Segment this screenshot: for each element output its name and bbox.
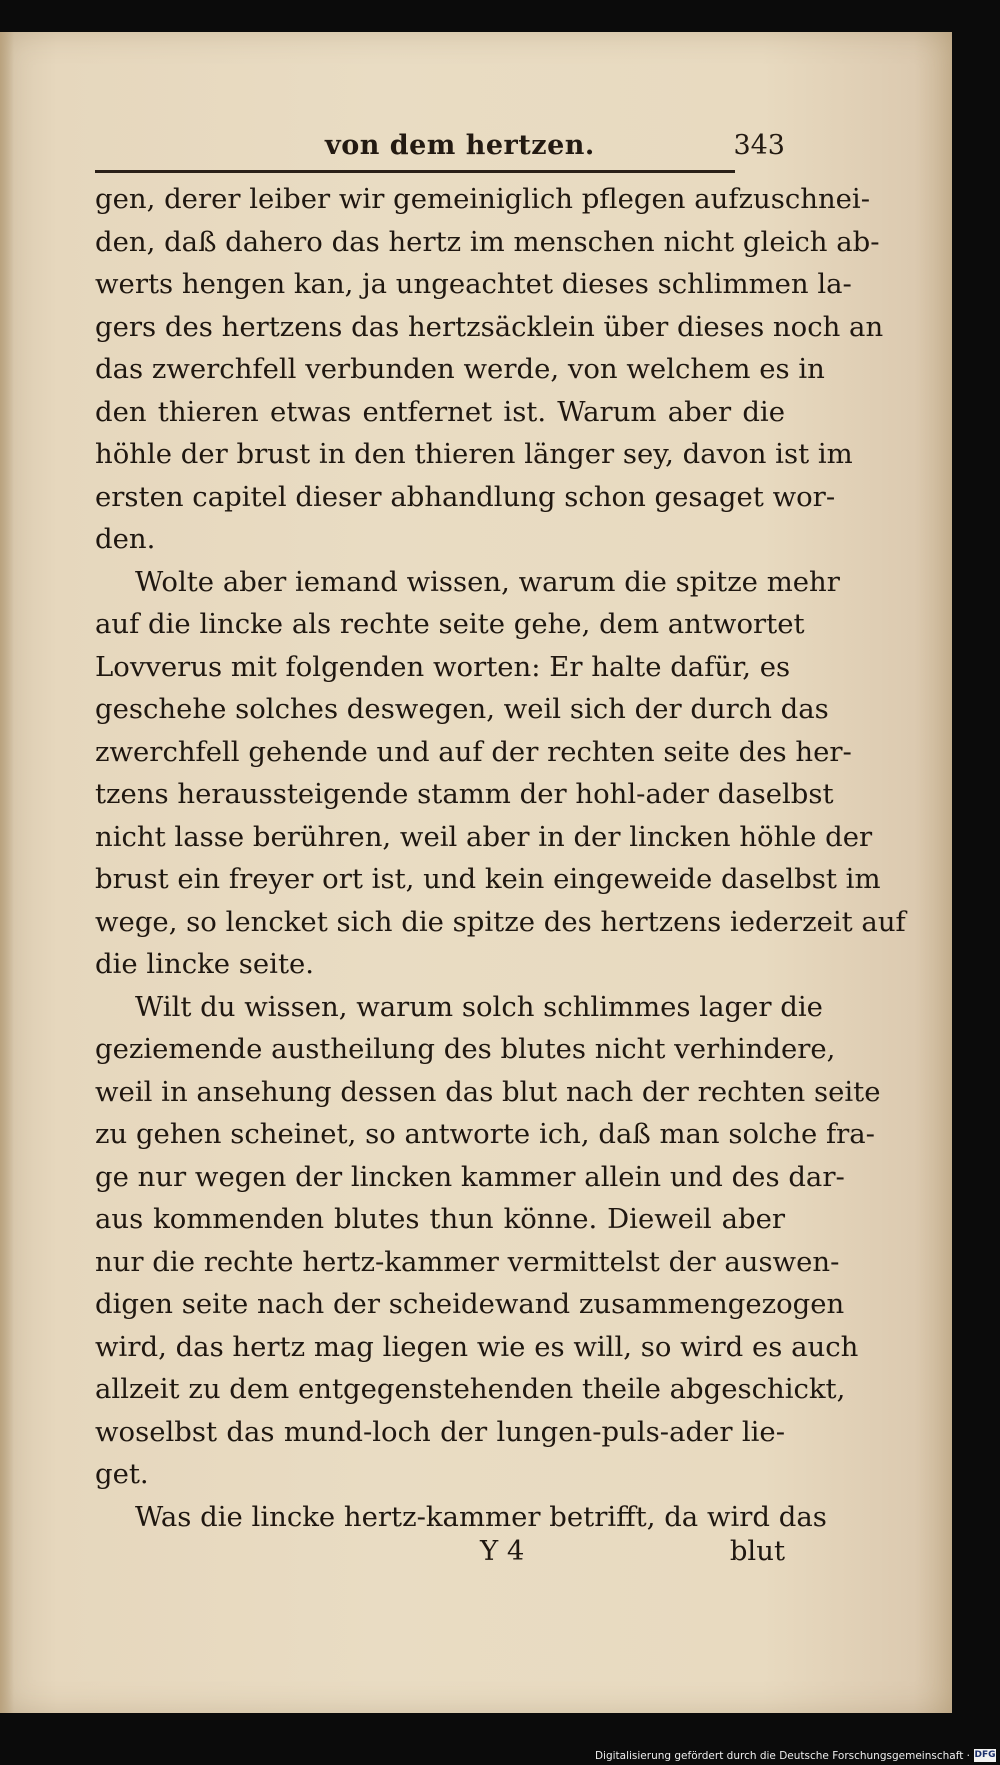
text-line: den, daß dahero das hertz im menschen nicht gleich ab- xyxy=(95,225,880,258)
page-number: 343 xyxy=(733,130,785,161)
signature-mark: Y 4 xyxy=(480,1535,525,1567)
text-line: geschehe solches deswegen, weil sich der durch das xyxy=(95,693,829,725)
digitization-credit: Digitalisierung gefördert durch die Deutsche Forschungsgemeinschaft · xyxy=(594,1750,970,1762)
text-line: aus kommenden blutes thun könne. Dieweil aber xyxy=(95,1203,785,1235)
catchword: blut xyxy=(729,1535,785,1567)
text-line: woselbst das mund-loch der lungen-puls-ader lie- xyxy=(95,1415,785,1448)
text-line: gers des hertzens das hertzsäcklein über dieses noch an xyxy=(95,310,884,343)
text-line: den. xyxy=(95,523,156,555)
text-line: werts hengen kan, ja ungeachtet dieses schlimmen la- xyxy=(95,268,852,300)
text-line: wege, so lencket sich die spitze des hertzens iederzeit auf xyxy=(95,905,906,938)
text-line: nicht lasse berühren, weil aber in der lincken höhle der xyxy=(95,820,873,853)
text-line: auf die lincke als rechte seite gehe, dem antwortet xyxy=(95,608,805,640)
page-header xyxy=(95,108,785,161)
page-footer xyxy=(95,1535,785,1579)
text-line: Lovverus mit folgenden worten: Er halte dafür, es xyxy=(95,650,791,683)
text-line: get. xyxy=(95,1458,149,1490)
text-line: geziemende austheilung des blutes nicht verhindere, xyxy=(95,1033,836,1065)
text-line: zwerchfell gehende und auf der rechten seite des her- xyxy=(95,735,852,768)
paragraph-start-line: Wolte aber iemand wissen, warum die spitze mehr xyxy=(135,565,840,598)
body-text xyxy=(95,178,906,1538)
running-head: von dem hertzen. xyxy=(325,130,595,161)
text-line: ge nur wegen der lincken kammer allein und des dar- xyxy=(95,1160,845,1193)
text-line: gen, derer leiber wir gemeiniglich pflegen aufzuschnei- xyxy=(95,183,871,215)
header-rule xyxy=(95,170,735,173)
text-line: brust ein freyer ort ist, und kein eingeweide daselbst im xyxy=(95,863,881,895)
text-line: wird, das hertz mag liegen wie es will, so wird es auch xyxy=(95,1330,859,1363)
text-line: den thieren etwas entfernet ist. Warum aber die xyxy=(95,395,785,428)
text-line: digen seite nach der scheidewand zusammengezogen xyxy=(95,1288,845,1320)
text-line: nur die rechte hertz-kammer vermittelst der auswen- xyxy=(95,1245,840,1278)
text-line: höhle der brust in den thieren länger sey, davon ist im xyxy=(95,438,853,470)
text-line: das zwerchfell verbunden werde, von welchem es in xyxy=(95,353,825,385)
text-line: tzens heraussteigende stamm der hohl-ader daselbst xyxy=(95,778,834,810)
text-line: zu gehen scheinet, so antworte ich, daß man solche fra- xyxy=(95,1118,875,1150)
page-edge-shadow xyxy=(0,32,14,1713)
text-line: weil in ansehung dessen das blut nach der rechten seite xyxy=(95,1075,881,1108)
text-line: die lincke seite. xyxy=(95,948,315,980)
dfg-logo: DFG xyxy=(974,1750,996,1760)
text-line: ersten capitel dieser abhandlung schon gesaget wor- xyxy=(95,480,836,513)
text-line: allzeit zu dem entgegenstehenden theile abgeschickt, xyxy=(95,1373,846,1405)
paragraph-start-line: Was die lincke hertz-kammer betrifft, da wird das xyxy=(135,1500,827,1533)
paragraph-start-line: Wilt du wissen, warum solch schlimmes lager die xyxy=(135,990,823,1023)
